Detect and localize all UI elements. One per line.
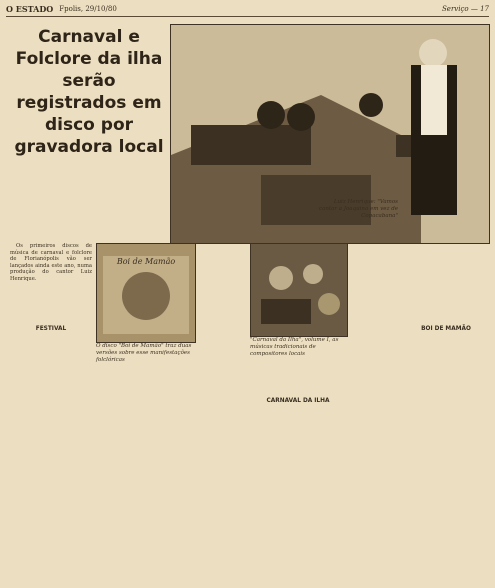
carnival-caption: "Carnaval da Ilha", volume I, as músicas tradicionais de compositores locais — [250, 337, 339, 357]
carnival-band-photo — [251, 244, 347, 336]
text-column-1 — [10, 243, 92, 285]
subhead-festival: FESTIVAL — [35, 326, 67, 332]
intro-paragraph: Os primeiros discos de música de carnaval e folclore de Florianópolis vão ser lançados ainda este ano, numa produção do cantor Luiz Henrique. — [10, 243, 92, 282]
subhead-carnaval: CARNAVAL DA ILHA — [266, 398, 330, 404]
cover-caption: O disco "Boi de Mamão" traz duas versões sobre esse manifestações folclóricas — [96, 343, 192, 363]
subhead-boi: BOI DE MAMÃO — [421, 326, 471, 332]
section-page: Serviço — 17 — [442, 5, 489, 13]
masthead — [6, 2, 489, 17]
main-photo-caption: Luiz Henrique: "Vamos cantar a Joaquina em vez de Copacabana" — [319, 199, 398, 219]
newspaper-name: O ESTADO — [6, 4, 54, 14]
headline: Carnaval e Folclore da ilha serão registrados em disco por gravadora local — [14, 27, 164, 157]
cover-title: Boi de Mamão — [116, 257, 176, 266]
carnival-photo — [250, 243, 348, 337]
issue-date: Fpolis, 29/10/80 — [59, 5, 117, 13]
boi-de-mamao-cover — [97, 244, 195, 342]
disc-cover-photo — [96, 243, 196, 343]
